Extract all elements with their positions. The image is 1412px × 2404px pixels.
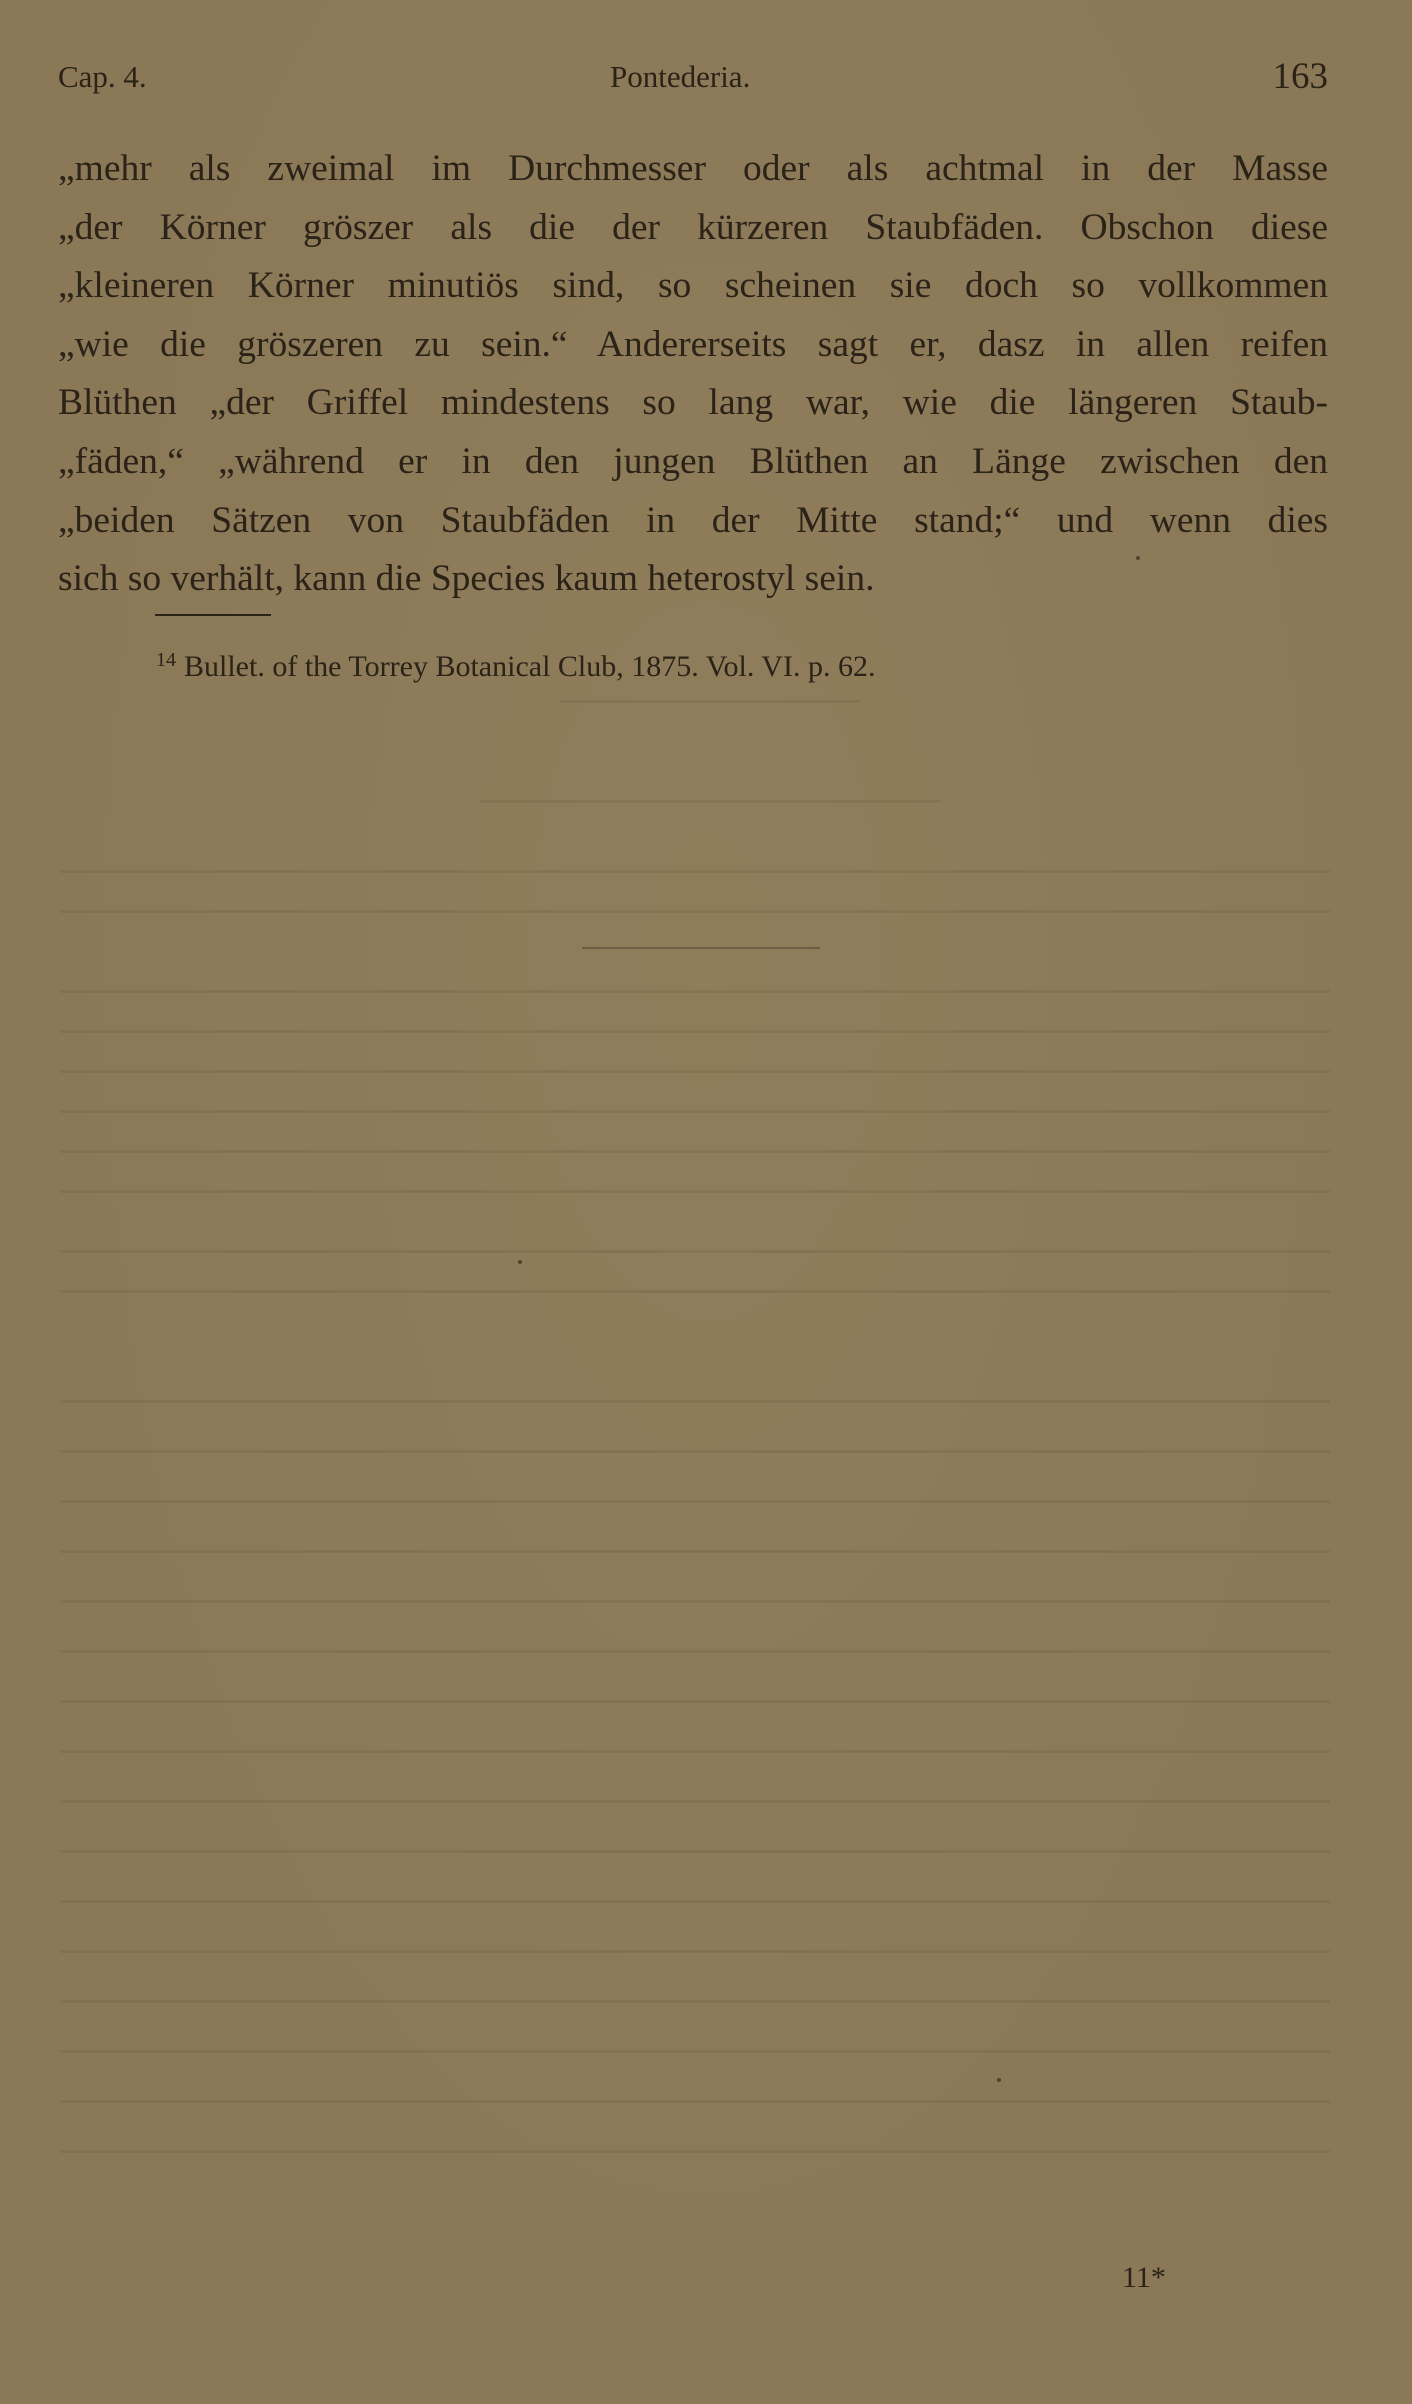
text-line: „beiden Sätzen von Staubfäden in der Mitte stand;“ und wenn dies	[58, 499, 1328, 541]
footnote	[156, 640, 875, 687]
footnote-rule	[155, 614, 271, 616]
footnote-text: Bullet. of the Torrey Botanical Club, 1875. Vol. VI. p. 62.	[184, 650, 876, 683]
text-line: Blüthen „der Griffel mindestens so lang war, wie die längeren Staub-	[58, 382, 1328, 424]
paper-speck	[518, 1260, 522, 1264]
text-line: „fäden,“ „während er in den jungen Blüthen an Länge zwischen den	[58, 440, 1328, 482]
text-line: sich so verhält, kann die Species kaum heterostyl sein.	[58, 558, 875, 600]
paper-speck	[1136, 556, 1140, 560]
paper-speck	[997, 2078, 1001, 2082]
text-line: „wie die gröszeren zu sein.“ Andererseits sagt er, dasz in allen reifen	[58, 323, 1328, 365]
signature-mark: 11*	[1122, 2261, 1166, 2294]
text-line: „der Körner gröszer als die der kürzeren Staubfäden. Obschon diese	[58, 206, 1328, 248]
running-title: Pontederia.	[610, 59, 751, 94]
text-line: „mehr als zweimal im Durchmesser oder als achtmal in der Masse	[58, 148, 1328, 189]
page-number: 163	[1272, 56, 1328, 97]
text-line: „kleineren Körner minutiös sind, so scheinen sie doch so vollkommen	[58, 265, 1328, 307]
footnote-marker: 14	[156, 649, 176, 671]
chapter-label: Cap. 4.	[58, 59, 147, 94]
running-header	[58, 52, 1328, 102]
body-paragraph	[58, 140, 1328, 609]
